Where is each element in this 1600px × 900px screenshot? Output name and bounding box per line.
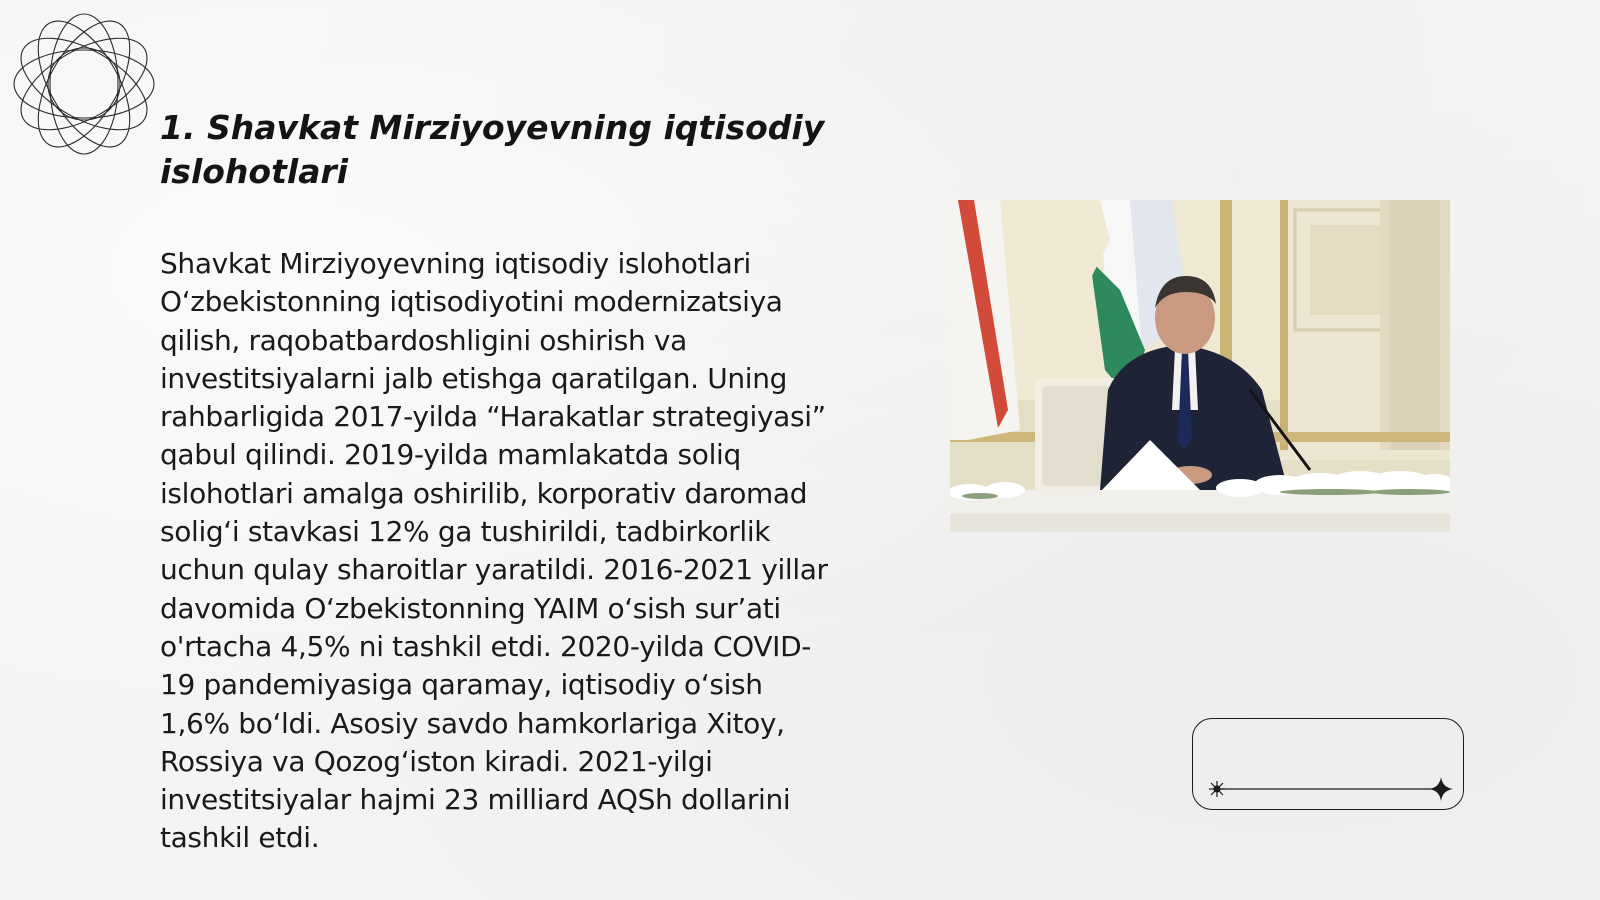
slide-body-text: Shavkat Mirziyoyevning iqtisodiy islohotlari O‘zbekistonning iqtisodiyotini modernizatsiya qilish, raqobatbardoshligini oshirish va investitsiyalarni jalb etishga qaratilgan. Uning rahbarligida 2017-yilda “Harakatlar strategiyasi” qabul qilindi. 2019-yilda mamlakatda soliq islohotlari amalga oshirilib, korporativ daromad solig‘i stavkasi 12% ga tushirildi, tadbirkorlik uchun qulay sharoitlar yaratildi. 2016-2021 yillar davomida O‘zbekistonning YAIM o‘sish sur’ati o'rtacha 4,5% ni tashkil etdi. 2020-yilda COVID-19 pandemiyasiga qaramay, iqtisodiy o‘sish 1,6% bo‘ldi. Asosiy savdo hamkorlariga Xitoy, Rossiya va Qozog‘iston kiradi. 2021-yilgi investitsiyalar hajmi 23 milliard AQSh dollarini tashkil etdi. xyxy=(160,247,828,855)
decorative-line-box xyxy=(1192,718,1464,810)
slide-title: 1. Shavkat Mirziyoyevning iqtisodiy islohotlari xyxy=(160,108,825,191)
sparkle-icon xyxy=(1209,781,1225,797)
president-photo xyxy=(950,200,1450,532)
wireframe-sphere-icon xyxy=(8,8,160,160)
star-icon xyxy=(1429,777,1453,801)
